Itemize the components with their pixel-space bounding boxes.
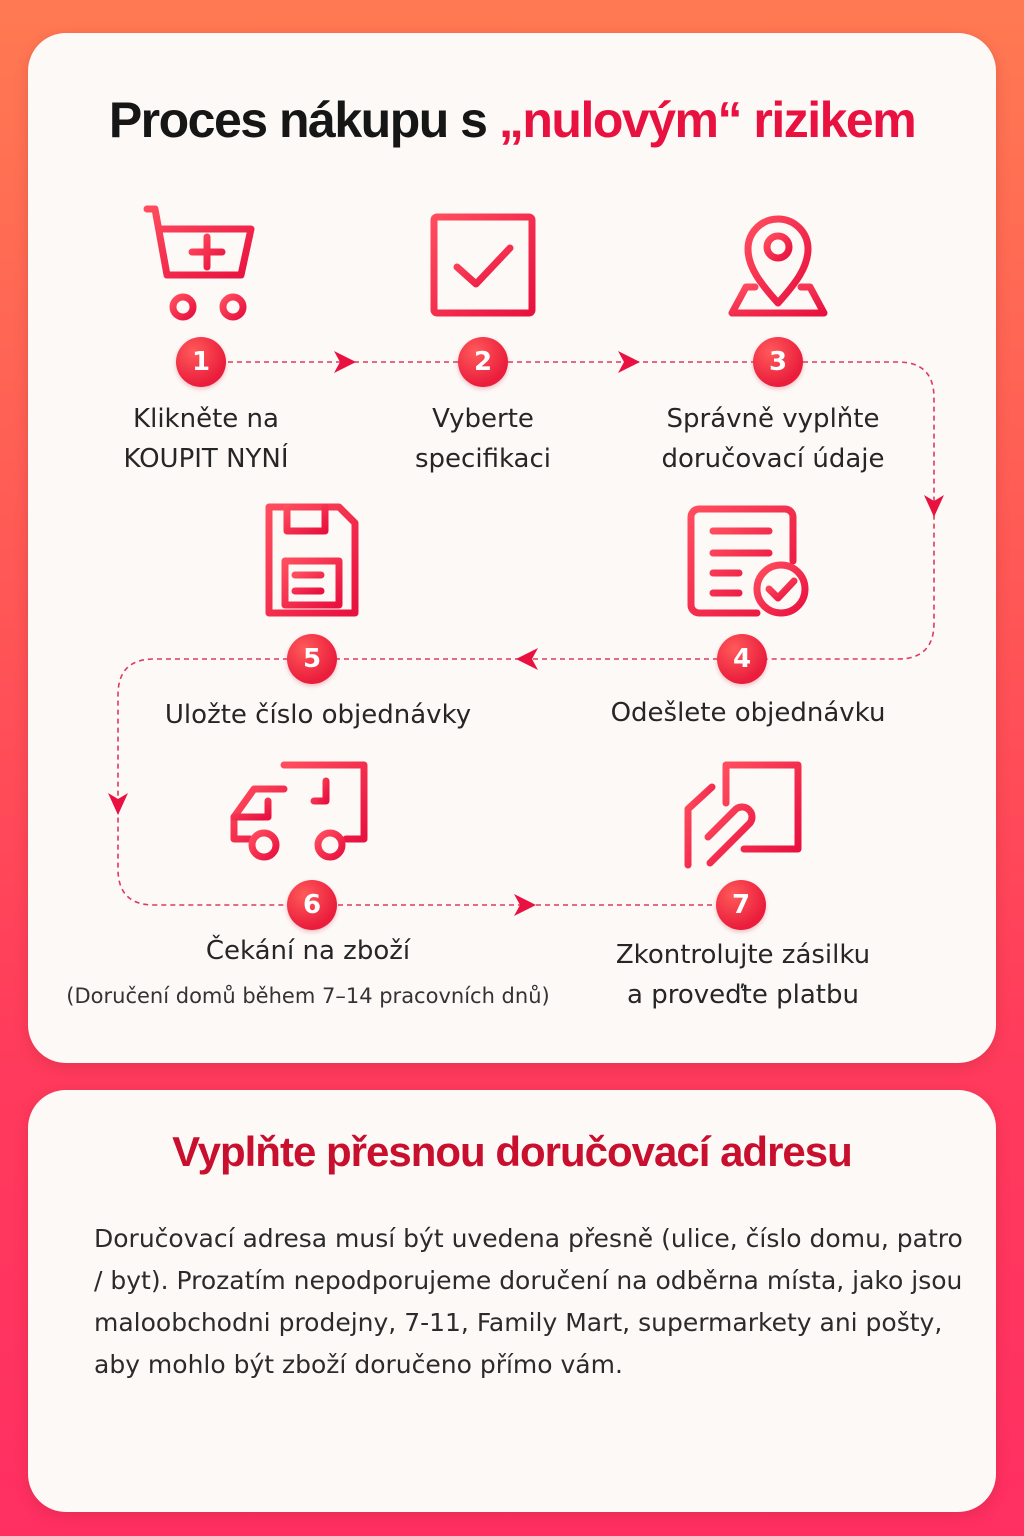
step-3-line2: doručovací údaje bbox=[661, 444, 885, 474]
step-1-line1: Klikněte na bbox=[133, 404, 279, 434]
step-7-line2: a proveďte platbu bbox=[627, 980, 859, 1010]
step-6-line1: Čekání na zboží bbox=[205, 936, 411, 966]
arrow-2-3 bbox=[618, 351, 640, 373]
step-label-6 bbox=[48, 931, 568, 1011]
step-7-line1: Zkontrolujte zásilku bbox=[615, 940, 871, 970]
step-label-1 bbox=[86, 399, 326, 479]
step-label-4 bbox=[588, 693, 908, 733]
flow-connectors bbox=[28, 33, 996, 1063]
title-prefix: Proces nákupu s bbox=[108, 92, 499, 148]
step-badge-3: 3 bbox=[753, 337, 803, 387]
title-accent: „nulovým“ rizikem bbox=[498, 92, 916, 148]
cart-plus-icon bbox=[141, 203, 261, 327]
address-title: Vyplňte přesnou doručovací adresu bbox=[172, 1128, 852, 1175]
step-label-3 bbox=[628, 399, 918, 479]
step-label-7 bbox=[588, 935, 898, 1015]
arrow-6-7 bbox=[514, 894, 536, 916]
step-5-line1: Uložte číslo objednávky bbox=[164, 700, 472, 730]
step-badge-6: 6 bbox=[287, 880, 337, 930]
address-text: Doručovací adresa musí být uvedena přesně (ulice, číslo domu, patro / byt). Prozatím nepodporujeme doručení na odběrna místa, jako jsou maloobchodni prodejny, 7-11, Family Mart, supermarkety ani pošty, aby mohlo být zboží doručeno přímo vám. bbox=[94, 1224, 963, 1379]
arrow-5-6 bbox=[108, 793, 128, 815]
step-badge-7: 7 bbox=[716, 880, 766, 930]
step-badge-1: 1 bbox=[176, 337, 226, 387]
process-card bbox=[28, 33, 996, 1063]
floppy-disk-icon bbox=[263, 501, 361, 619]
step-badge-4: 4 bbox=[717, 634, 767, 684]
step-badge-2: 2 bbox=[458, 337, 508, 387]
step-badge-5: 5 bbox=[287, 634, 337, 684]
address-card bbox=[28, 1090, 996, 1512]
package-hand-icon bbox=[680, 759, 804, 871]
document-check-icon bbox=[683, 503, 813, 619]
step-1-line2: KOUPIT NYNÍ bbox=[123, 444, 289, 474]
step-label-2 bbox=[368, 399, 598, 479]
step-6-note: (Doručení domů během 7–14 pracovních dnů) bbox=[66, 984, 550, 1008]
delivery-truck-icon bbox=[228, 759, 370, 869]
process-flow bbox=[28, 33, 996, 1063]
step-2-line2: specifikaci bbox=[415, 444, 551, 474]
location-pin-icon bbox=[728, 211, 828, 317]
step-2-line1: Vyberte bbox=[432, 404, 534, 434]
step-3-line1: Správně vyplňte bbox=[666, 404, 880, 434]
checkbox-icon bbox=[430, 213, 536, 317]
step-label-5 bbox=[148, 695, 488, 735]
step-4-line1: Odešlete objednávku bbox=[610, 698, 886, 728]
